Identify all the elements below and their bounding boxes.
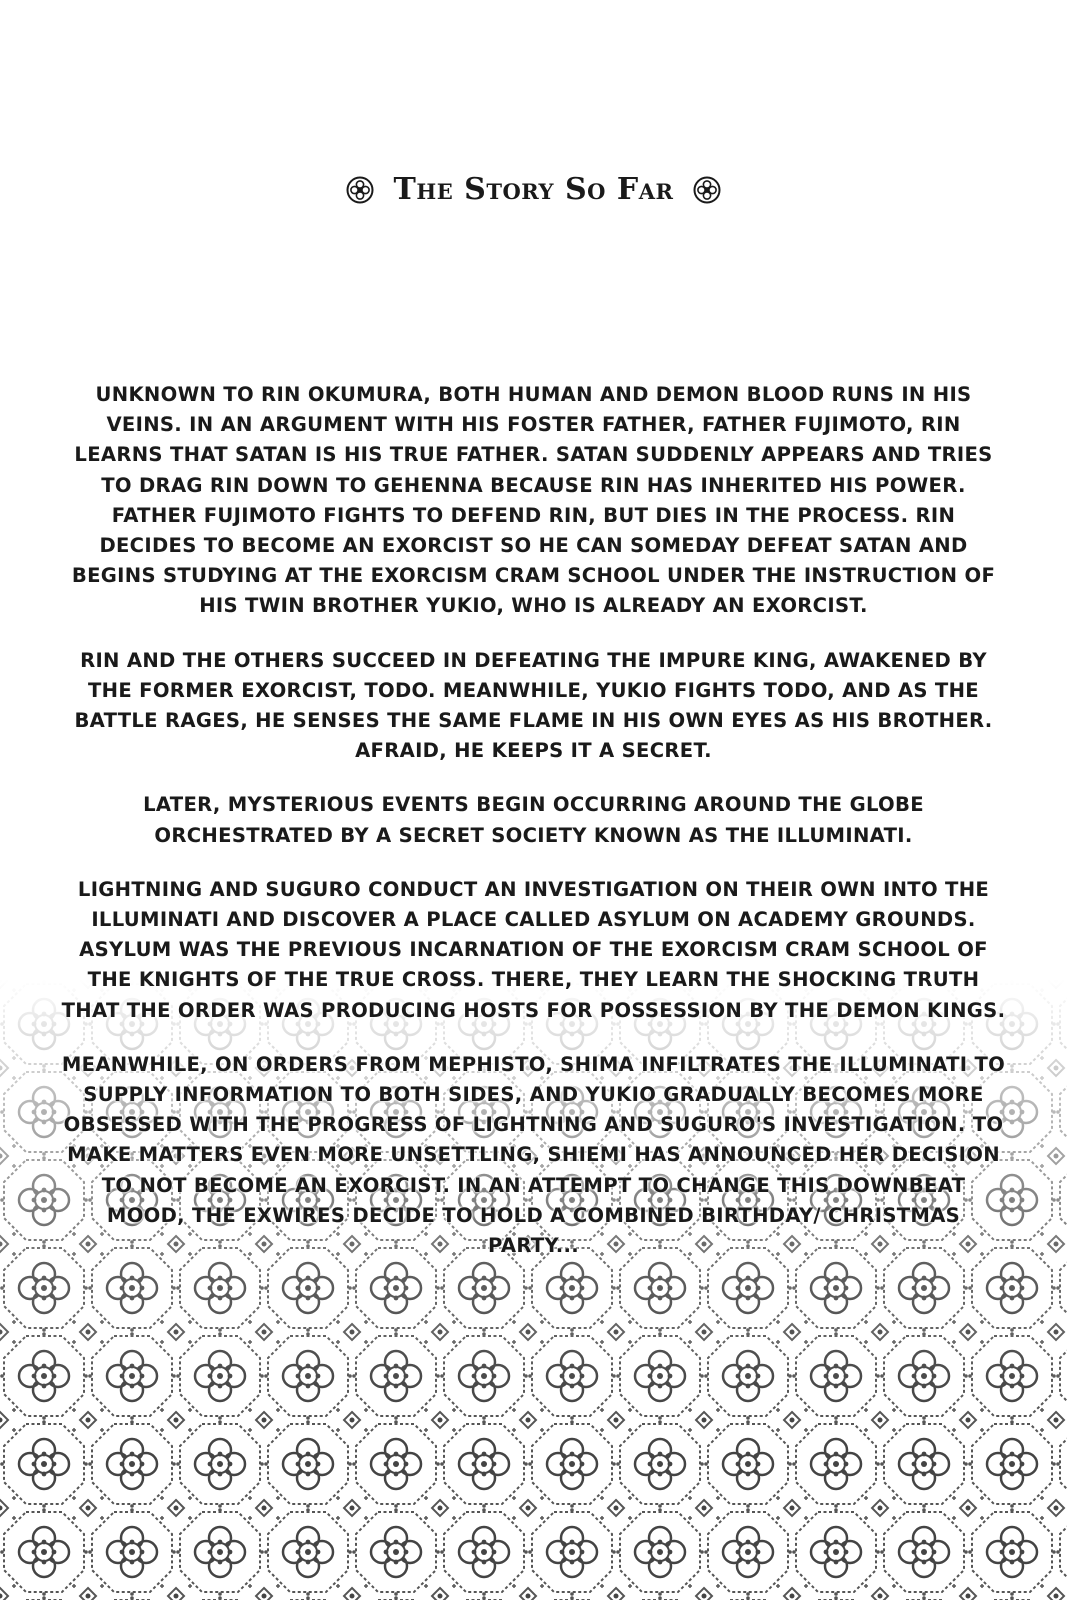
story-paragraph-4: LIGHTNING AND SUGURO CONDUCT AN INVESTIGATION ON THEIR OWN INTO THE ILLUMINATI AND DISCOVER A PLACE CALLED ASYLUM ON ACADEMY GROUNDS. ASYLUM WAS THE PREVIOUS INCARNATION OF THE EXORCISM CRAM SCHOOL OF THE KNIGHTS OF THE TRUE CROSS. THERE, THEY LEARN THE SHOCKING TRUTH THAT THE ORDER WAS PRODUCING HOSTS FOR POSSESSION BY THE DEMON KINGS. bbox=[61, 877, 1006, 1022]
story-paragraph-5: MEANWHILE, ON ORDERS FROM MEPHISTO, SHIMA INFILTRATES THE ILLUMINATI TO SUPPLY INFORMATION TO BOTH SIDES, AND YUKIO GRADUALLY BECOMES MORE OBSESSED WITH THE PROGRESS OF LIGHTNING AND SUGURO'S INVESTIGATION. TO MAKE MATTERS EVEN MORE UNSETTLING, SHIEMI HAS ANNOUNCED HER DECISION TO NOT BECOME AN EXORCIST. IN AN ATTEMPT TO CHANGE THIS DOWNBEAT MOOD, THE EXWIRES DECIDE TO HOLD A COMBINED BIRTHDAY/ CHRISTMAS PARTY... bbox=[61, 1052, 1006, 1258]
page-header bbox=[0, 172, 1067, 207]
story-paragraph-1: UNKNOWN TO RIN OKUMURA, BOTH HUMAN AND DEMON BLOOD RUNS IN HIS VEINS. IN AN ARGUMENT WITH HIS FOSTER FATHER, FATHER FUJIMOTO, RIN LEARNS THAT SATAN IS HIS TRUE FATHER. SATAN SUDDENLY APPEARS AND TRIES TO DRAG RIN DOWN TO GEHENNA BECAUSE RIN HAS INHERITED HIS POWER. FATHER FUJIMOTO FIGHTS TO DEFEND RIN, BUT DIES IN THE PROCESS. RIN DECIDES TO BECOME AN EXORCIST SO HE CAN SOMEDAY DEFEAT SATAN AND BEGINS STUDYING AT THE EXORCISM CRAM SCHOOL UNDER THE INSTRUCTION OF HIS TWIN BROTHER YUKIO, WHO IS ALREADY AN EXORCIST. bbox=[71, 383, 996, 618]
page-title: The Story So Far bbox=[393, 172, 674, 207]
floral-rosette-icon bbox=[693, 176, 721, 204]
story-summary bbox=[60, 380, 1007, 1285]
story-paragraph-3: LATER, MYSTERIOUS EVENTS BEGIN OCCURRING AROUND THE GLOBE ORCHESTRATED BY A SECRET SOCIETY KNOWN AS THE ILLUMINATI. bbox=[143, 793, 924, 847]
story-paragraph-2: RIN AND THE OTHERS SUCCEED IN DEFEATING THE IMPURE KING, AWAKENED BY THE FORMER EXORCIST, TODO. MEANWHILE, YUKIO FIGHTS TODO, AND AS THE BATTLE RAGES, HE SENSES THE SAME FLAME IN HIS OWN EYES AS HIS BROTHER. AFRAID, HE KEEPS IT A SECRET. bbox=[74, 648, 993, 763]
floral-rosette-icon bbox=[346, 176, 374, 204]
